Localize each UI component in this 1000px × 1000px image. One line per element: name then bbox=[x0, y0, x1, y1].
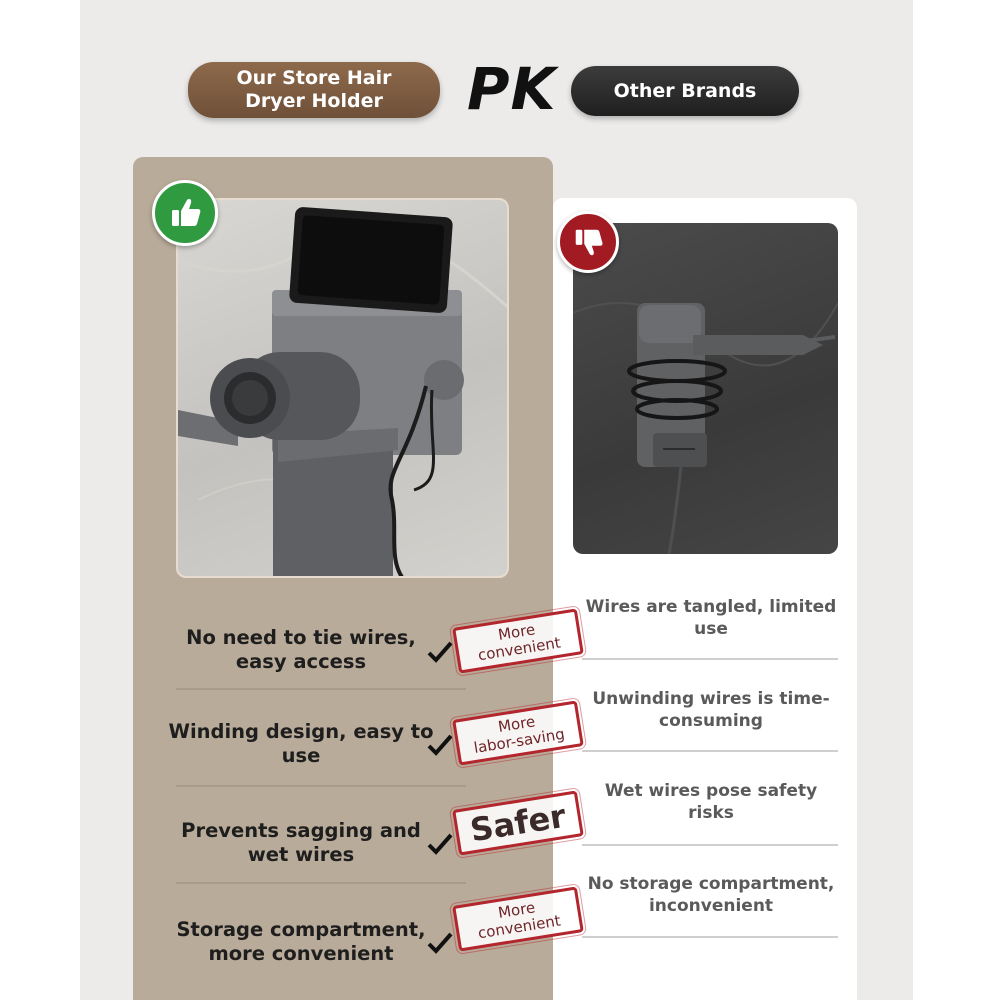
other-drawback-text: No storage compartment, inconvenient bbox=[587, 874, 835, 916]
divider bbox=[176, 688, 466, 690]
divider bbox=[582, 936, 838, 938]
advantage-stamp: More convenient bbox=[452, 608, 584, 673]
other-drawback-text: Unwinding wires is time-consuming bbox=[592, 689, 830, 731]
divider bbox=[582, 844, 838, 846]
check-icon bbox=[426, 832, 454, 856]
divider bbox=[582, 750, 838, 752]
check-icon bbox=[426, 733, 454, 757]
advantage-stamp: Safer bbox=[452, 790, 584, 855]
divider bbox=[176, 785, 466, 787]
divider bbox=[176, 882, 466, 884]
other-drawback-text: Wires are tangled, limited use bbox=[585, 597, 837, 639]
other-product-illustration bbox=[573, 223, 838, 554]
check-icon bbox=[426, 640, 454, 664]
ours-feature-text: Winding design, easy to use bbox=[168, 720, 434, 767]
vs-label: PK bbox=[467, 55, 557, 123]
ours-product-photo bbox=[176, 198, 509, 578]
check-icon bbox=[426, 931, 454, 955]
ours-product-illustration bbox=[178, 200, 509, 578]
ours-feature-text: Storage compartment, more convenient bbox=[176, 918, 426, 965]
thumbs-up-icon bbox=[152, 180, 218, 246]
advantage-stamp: More labor-saving bbox=[452, 700, 584, 765]
other-label-pill: Other Brands bbox=[571, 66, 799, 116]
ours-label-pill: Our Store Hair Dryer Holder bbox=[188, 62, 440, 118]
advantage-stamp: More convenient bbox=[452, 886, 584, 951]
thumbs-down-icon bbox=[557, 211, 619, 273]
other-product-photo bbox=[573, 223, 838, 554]
divider bbox=[582, 658, 838, 660]
other-drawback-text: Wet wires pose safety risks bbox=[604, 781, 818, 823]
ours-feature-text: No need to tie wires, easy access bbox=[186, 626, 416, 673]
ours-feature-text: Prevents sagging and wet wires bbox=[181, 819, 421, 866]
